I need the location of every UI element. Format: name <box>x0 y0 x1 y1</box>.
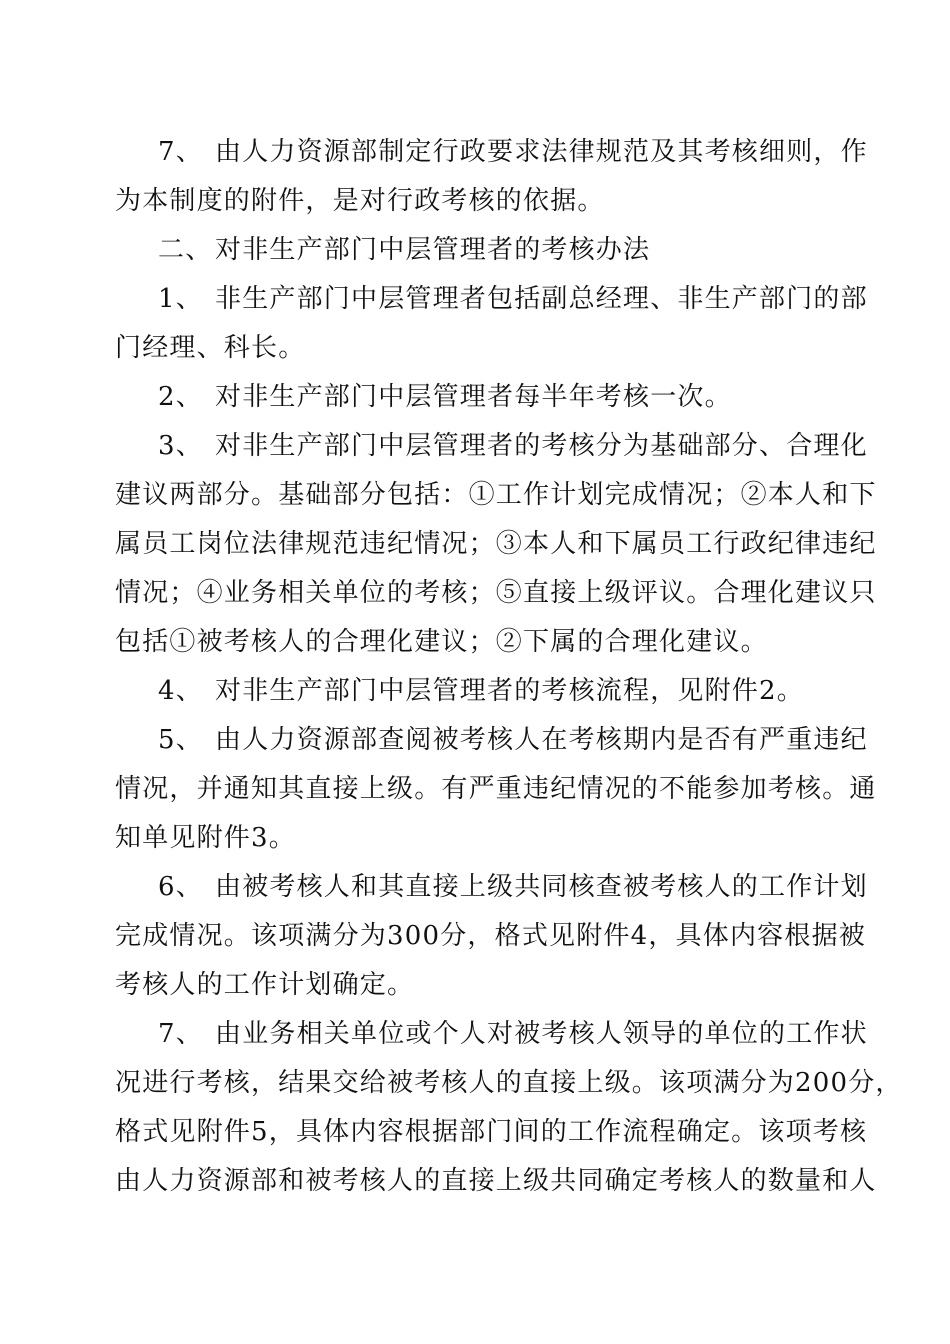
paragraph-line <box>115 373 843 422</box>
paragraph-line <box>115 569 877 618</box>
paragraph-text: 非生产部门中层管理者包括副总经理、非生产部门的部 <box>215 284 868 314</box>
paragraph-text: 由人力资源部查阅被考核人在考核期内是否有严重违纪 <box>215 725 868 755</box>
paragraph-line <box>115 863 868 912</box>
paragraph-number: 2、 <box>158 382 203 412</box>
paragraph-number: 6、 <box>158 872 203 902</box>
paragraph-text: 门经理、科长。 <box>115 333 306 363</box>
paragraph-line <box>115 422 868 471</box>
paragraph-text: 知单见附件3。 <box>115 823 296 853</box>
paragraph-text: 完成情况。该项满分为300分，格式见附件4，具体内容根据被 <box>115 921 866 951</box>
paragraph-text: 况进行考核，结果交给被考核人的直接上级。该项满分为200分， <box>115 1068 903 1098</box>
paragraph-line <box>115 716 868 765</box>
paragraph-line <box>115 324 843 373</box>
paragraph-text: 包括①被考核人的合理化建议；②下属的合理化建议。 <box>115 627 768 657</box>
paragraph-text: 由人力资源部制定行政要求法律规范及其考核细则，作 <box>215 137 868 167</box>
paragraph-number: 4、 <box>158 676 203 706</box>
paragraph-text: 由人力资源部和被考核人的直接上级共同确定考核人的数量和人 <box>115 1166 877 1196</box>
paragraph-number: 7、 <box>158 1019 203 1049</box>
paragraph-text: 对非生产部门中层管理者的考核分为基础部分、合理化 <box>215 431 868 461</box>
paragraph-line <box>115 618 843 667</box>
paragraph-line <box>115 814 843 863</box>
paragraph-text: 建议两部分。基础部分包括：①工作计划完成情况；②本人和下 <box>115 480 877 510</box>
paragraph-text: 由被考核人和其直接上级共同核查被考核人的工作计划 <box>215 872 868 902</box>
paragraph-line <box>115 177 843 226</box>
paragraph-line <box>115 961 843 1010</box>
section-title: 对非生产部门中层管理者的考核办法 <box>215 235 651 265</box>
paragraph-number: 5、 <box>158 725 203 755</box>
paragraph-line <box>115 1059 903 1108</box>
paragraph-number: 7、 <box>158 137 203 167</box>
paragraph-line <box>115 520 877 569</box>
paragraph-text: 考核人的工作计划确定。 <box>115 970 415 1000</box>
paragraph-text: 由业务相关单位或个人对被考核人领导的单位的工作状 <box>215 1019 868 1049</box>
paragraph-line <box>115 667 843 716</box>
paragraph-line <box>115 765 877 814</box>
paragraph-line <box>115 1108 868 1157</box>
paragraph-line <box>115 1010 868 1059</box>
paragraph-line <box>115 912 866 961</box>
paragraph-line <box>115 128 868 177</box>
paragraph-line <box>115 275 868 324</box>
document-body <box>115 128 903 1206</box>
paragraph-number: 3、 <box>158 431 203 461</box>
paragraph-text: 为本制度的附件，是对行政考核的依据。 <box>115 186 605 216</box>
paragraph-text: 格式见附件5，具体内容根据部门间的工作流程确定。该项考核 <box>115 1117 868 1147</box>
paragraph-text: 情况；④业务相关单位的考核；⑤直接上级评议。合理化建议只 <box>115 578 877 608</box>
section-number: 二、 <box>158 235 213 265</box>
paragraph-line <box>115 1157 877 1206</box>
paragraph-number: 1、 <box>158 284 203 314</box>
paragraph-line <box>115 471 877 520</box>
paragraph-text: 情况，并通知其直接上级。有严重违纪情况的不能参加考核。通 <box>115 774 877 804</box>
paragraph-text: 对非生产部门中层管理者每半年考核一次。 <box>215 382 732 412</box>
section-heading <box>115 226 843 275</box>
paragraph-text: 对非生产部门中层管理者的考核流程，见附件2。 <box>215 676 804 706</box>
paragraph-text: 属员工岗位法律规范违纪情况；③本人和下属员工行政纪律违纪 <box>115 529 877 559</box>
